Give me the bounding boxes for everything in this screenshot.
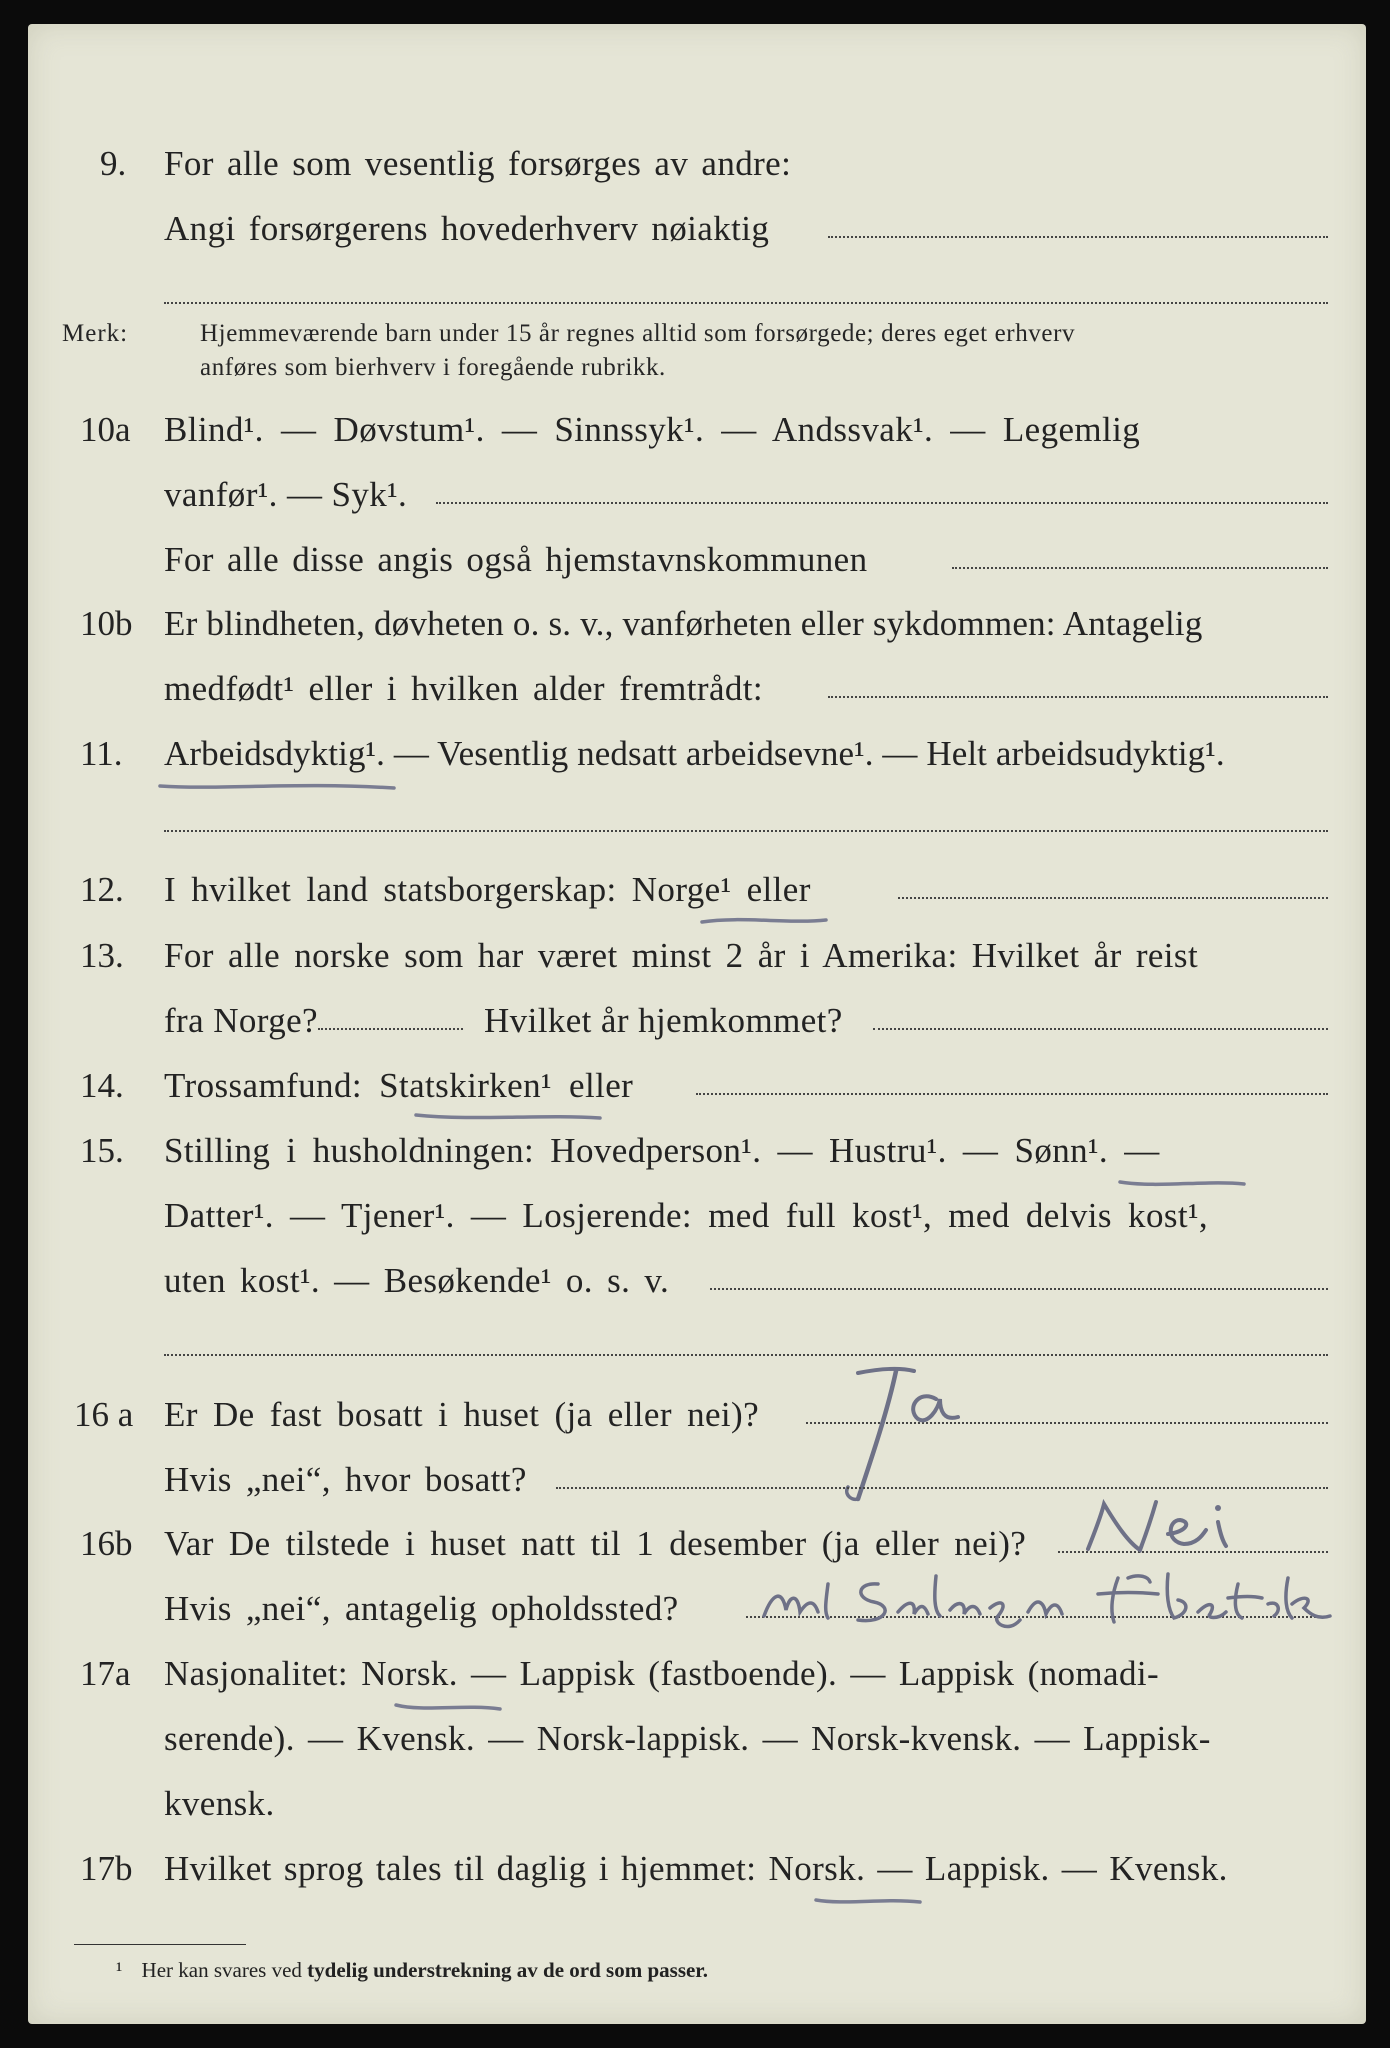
answer-line-q15b (164, 1354, 1328, 1356)
answer-line-q13-hjem (873, 1028, 1328, 1030)
item-number-17b: 17b (80, 1849, 133, 1888)
underline-norsk-sprog (814, 1894, 924, 1908)
item-number-9: 9. (100, 144, 127, 183)
q17a-line1: Nasjonalitet: Norsk. — Lappisk (fastboende). — Lappisk (nomadi- (164, 1654, 1160, 1693)
q10a-line1: Blind¹. — Døvstum¹. — Sinnssyk¹. — Andssvak¹. — Legemlig (164, 410, 1141, 449)
handwritten-answer-place (758, 1564, 1358, 1644)
item-number-10b: 10b (80, 604, 133, 643)
answer-line-q10a (436, 502, 1328, 504)
merk-line1: Hjemmeværende barn under 15 år regnes alltid som forsørgede; deres eget erhverv (200, 320, 1076, 347)
q16b-line2: Hvis „nei“, antagelig opholdssted? (164, 1589, 679, 1628)
answer-line-q13-reist (318, 1028, 463, 1030)
q10b-line2: medfødt¹ eller i hvilken alder fremtrådt: (164, 669, 764, 708)
q15-line2: Datter¹. — Tjener¹. — Losjerende: med full kost¹, med delvis kost¹, (164, 1196, 1209, 1235)
q16a-line1: Er De fast bosatt i huset (ja eller nei)? (164, 1395, 760, 1434)
answer-line-q9b (164, 302, 1328, 304)
answer-line-q14 (696, 1093, 1328, 1095)
footnote-mark: ¹ (116, 1958, 123, 1982)
q13-line2a: fra Norge? (164, 1001, 318, 1040)
answer-line-q16b (1058, 1551, 1328, 1553)
answer-line-q9 (828, 236, 1328, 238)
footnote-separator (74, 1944, 246, 1945)
handwritten-answer-nei (1068, 1494, 1308, 1564)
q17b-line1: Hvilket sprog tales til daglig i hjemmet: Norsk. — Lappisk. — Kvensk. (164, 1849, 1228, 1888)
q16a-line2: Hvis „nei“, hvor bosatt? (164, 1460, 527, 1499)
merk-label: Merk: (62, 320, 129, 347)
underline-norge (700, 914, 830, 928)
q17a-line2: serende). — Kvensk. — Norsk-lappisk. — Norsk-kvensk. — Lappisk- (164, 1719, 1211, 1758)
q13-line1: For alle norske som har været minst 2 år i Amerika: Hvilket år reist (164, 936, 1199, 975)
census-form-page (28, 24, 1366, 2024)
item-number-16a: 16 a (74, 1395, 134, 1434)
answer-line-q11 (164, 830, 1328, 832)
answer-line-q15 (710, 1288, 1328, 1290)
q9-line2: Angi forsørgerens hovederhverv nøiaktig (164, 209, 770, 248)
answer-line-q16a-bosatt (556, 1487, 1328, 1489)
q15-line3: uten kost¹. — Besøkende¹ o. s. v. (164, 1261, 670, 1300)
item-number-12: 12. (80, 870, 124, 909)
q11-line1: Arbeidsdyktig¹. — Vesentlig nedsatt arbeidsevne¹. — Helt arbeidsudyktig¹. (164, 734, 1225, 773)
item-number-14: 14. (80, 1066, 124, 1105)
q14-line1: Trossamfund: Statskirken¹ eller (164, 1066, 634, 1105)
answer-line-q12 (898, 897, 1328, 899)
q10a-line3: For alle disse angis også hjemstavnskommunen (164, 540, 868, 579)
footnote (116, 1958, 708, 1983)
underline-statskirken (414, 1110, 604, 1124)
item-number-10a: 10a (80, 410, 131, 449)
item-number-11: 11. (80, 734, 123, 773)
q10a-line2: vanfør¹. — Syk¹. (164, 475, 408, 514)
answer-line-q16a (806, 1422, 1328, 1424)
underline-arbeidsdyktig (158, 780, 398, 794)
item-number-13: 13. (80, 936, 124, 975)
q10b-line1: Er blindheten, døvheten o. s. v., vanførheten eller sykdommen: Antagelig (164, 604, 1203, 643)
item-number-16b: 16b (80, 1524, 133, 1563)
footnote-text-bold: tydelig understrekning av de ord som passer. (307, 1958, 708, 1982)
q13-line2b: Hvilket år hjemkommet? (484, 1001, 843, 1040)
q15-line1: Stilling i husholdningen: Hovedperson¹. — Hustru¹. — Sønn¹. — (164, 1131, 1160, 1170)
footnote-text-plain: Her kan svares ved (141, 1958, 302, 1982)
answer-line-q16b-opholdssted (746, 1616, 1328, 1618)
item-number-17a: 17a (80, 1654, 131, 1693)
q9-line1: For alle som vesentlig forsørges av andre: (164, 144, 792, 183)
underline-sonn (1118, 1176, 1248, 1190)
merk-line2: anføres som bierhverv i foregående rubrikk. (200, 354, 666, 381)
underline-norsk-nasjonalitet (394, 1700, 504, 1714)
q17a-line3: kvensk. (164, 1784, 275, 1823)
q16b-line1: Var De tilstede i huset natt til 1 desember (ja eller nei)? (164, 1524, 1027, 1563)
item-number-15: 15. (80, 1131, 124, 1170)
answer-line-q10b (828, 696, 1328, 698)
q12-line1: I hvilket land statsborgerskap: Norge¹ eller (164, 870, 811, 909)
answer-line-q10a-kommune (952, 567, 1328, 569)
